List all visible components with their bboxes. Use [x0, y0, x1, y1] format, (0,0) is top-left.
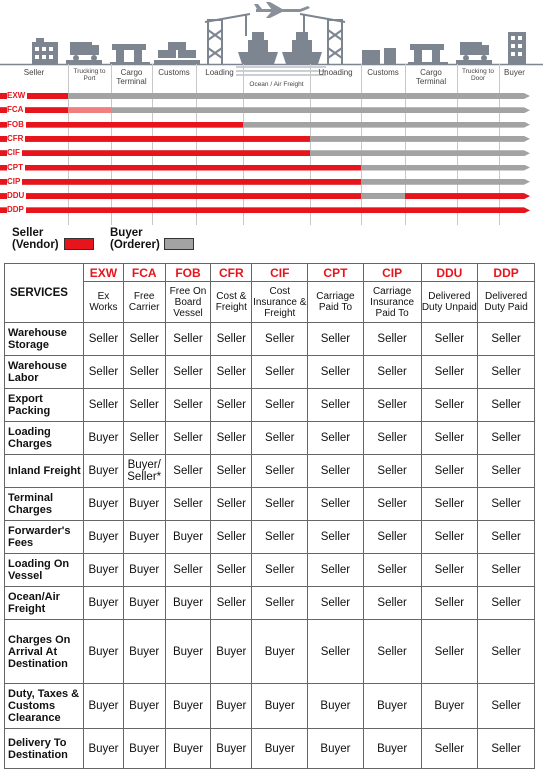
responsibility-cell: Seller [478, 684, 535, 729]
term-description: Delivered Duty Unpaid [421, 282, 478, 323]
responsibility-cell: Seller [252, 587, 308, 620]
table-row [5, 488, 535, 521]
track-label-ddu: DDU [7, 191, 25, 201]
responsibility-cell: Buyer [84, 455, 123, 488]
responsibility-cell: Seller [478, 389, 535, 422]
term-description: Carriage Insurance Paid To [363, 282, 421, 323]
responsibility-cell: Buyer [252, 684, 308, 729]
term-header: CFR [211, 264, 252, 282]
stage-divider [196, 64, 197, 225]
table-row [5, 587, 535, 620]
responsibility-cell: Seller [421, 554, 478, 587]
responsibility-cell: Buyer [363, 684, 421, 729]
responsibility-cell: Seller [211, 323, 252, 356]
term-header: DDP [478, 264, 535, 282]
legend-buyer-swatch [164, 238, 194, 250]
legend-seller-line1: Seller [12, 227, 44, 239]
track-label-ddp: DDP [7, 205, 24, 215]
responsibility-cell: Seller [165, 356, 210, 389]
track-cfr [0, 133, 530, 143]
responsibility-cell: Buyer [165, 729, 210, 769]
term-description: Cost & Freight [211, 282, 252, 323]
term-description: Delivered Duty Paid [478, 282, 535, 323]
responsibility-cell: Seller [308, 422, 364, 455]
table-row [5, 323, 535, 356]
services-table-body [5, 323, 535, 769]
responsibility-cell: Seller [84, 356, 123, 389]
stage-label-trucking-door: Trucking to Door [462, 68, 494, 82]
responsibility-cell: Seller [252, 521, 308, 554]
responsibility-cell: Seller [211, 389, 252, 422]
service-name: Delivery To Destination [5, 729, 84, 769]
track-cpt [0, 162, 530, 172]
table-row [5, 554, 535, 587]
table-row [5, 684, 535, 729]
responsibility-cell: Seller [478, 620, 535, 684]
legend-buyer-label [110, 227, 160, 251]
cargo-terminal-icon [110, 44, 150, 65]
term-header: CIP [363, 264, 421, 282]
seller-bar [0, 193, 530, 199]
responsibility-cell: Seller [478, 356, 535, 389]
responsibility-cell: Buyer [84, 521, 123, 554]
responsibility-cell: Buyer [123, 488, 165, 521]
stage-divider [310, 64, 311, 225]
service-name: Export Packing [5, 389, 84, 422]
track-label-fca: FCA [7, 105, 24, 115]
responsibility-cell: Seller [363, 620, 421, 684]
responsibility-cell: Seller [478, 455, 535, 488]
responsibility-cell: Seller [123, 422, 165, 455]
responsibility-cell: Seller [478, 488, 535, 521]
service-name: Charges On Arrival At Destination [5, 620, 84, 684]
responsibility-cell: Seller [363, 521, 421, 554]
responsibility-cell: Buyer [84, 587, 123, 620]
buyer-building-icon [508, 32, 526, 64]
seller-bar [0, 162, 361, 172]
track-exw [0, 93, 530, 99]
track-fob [0, 119, 530, 129]
responsibility-cell: Seller [252, 323, 308, 356]
incoterms-flow-diagram [0, 0, 543, 262]
stage-divider [361, 64, 362, 225]
responsibility-cell: Seller [165, 422, 210, 455]
track-label-cfr: CFR [7, 133, 24, 143]
responsibility-cell: Buyer [84, 620, 123, 684]
track-ddu [0, 193, 530, 199]
term-header: CIF [252, 264, 308, 282]
table-row [5, 422, 535, 455]
stage-label-loading: Loading [205, 68, 234, 77]
responsibility-cell: Seller [478, 554, 535, 587]
responsibility-cell: Buyer [165, 587, 210, 620]
stage-divider [68, 64, 69, 225]
responsibility-cell: Buyer [165, 521, 210, 554]
responsibility-cell: Seller [123, 323, 165, 356]
responsibility-cell: Seller [252, 455, 308, 488]
service-name: Loading On Vessel [5, 554, 84, 587]
airplane-icon [254, 2, 310, 18]
stage-divider [457, 64, 458, 225]
responsibility-cell: Buyer [308, 684, 364, 729]
responsibility-cell: Seller [211, 356, 252, 389]
seller-warehouse-icon [32, 38, 58, 64]
cargo-ship-icon [238, 32, 278, 64]
stage-label-buyer: Buyer [504, 68, 525, 77]
buyer-segment-bar [361, 193, 405, 199]
responsibility-cell: Buyer [123, 729, 165, 769]
term-description: Ex Works [84, 282, 123, 323]
responsibility-cell: Seller [478, 323, 535, 356]
stage-label-unloading: Unoading [318, 68, 353, 77]
table-row [5, 521, 535, 554]
responsibility-cell: Seller [123, 356, 165, 389]
responsibility-cell: Seller [308, 521, 364, 554]
responsibility-cell: Buyer [252, 729, 308, 769]
responsibility-cell: Seller [478, 422, 535, 455]
seller-bar [0, 133, 310, 143]
legend-seller-line2: (Vendor) [12, 239, 59, 251]
responsibility-cell: Seller [252, 488, 308, 521]
responsibility-cell: Seller [421, 729, 478, 769]
cargo-terminal-icon [408, 44, 448, 65]
responsibility-cell: Buyer [84, 684, 123, 729]
responsibility-cell: Seller [421, 356, 478, 389]
responsibility-cell: Seller [308, 455, 364, 488]
responsibility-cell: Seller [478, 521, 535, 554]
responsibility-cell: Buyer [84, 488, 123, 521]
responsibility-cell: Seller [363, 422, 421, 455]
responsibility-cell: Seller [421, 389, 478, 422]
stage-label-cargo-terminal-1: Cargo Terminal [116, 68, 147, 86]
responsibility-cell: Seller [165, 389, 210, 422]
track-label-cpt: CPT [7, 162, 23, 172]
responsibility-cell: Seller [252, 422, 308, 455]
responsibility-cell: Buyer [123, 554, 165, 587]
table-row [5, 455, 535, 488]
table-header-terms-row [5, 264, 535, 282]
responsibility-cell: Seller [363, 389, 421, 422]
table-row [5, 620, 535, 684]
service-name: Warehouse Labor [5, 356, 84, 389]
table-row [5, 389, 535, 422]
legend-seller-swatch [64, 238, 94, 250]
responsibility-cell: Seller [421, 323, 478, 356]
table-header-descriptions-row [5, 282, 535, 323]
responsibility-cell: Buyer [211, 684, 252, 729]
track-label-cif: CIF [7, 148, 20, 158]
responsibility-cell: Seller [308, 356, 364, 389]
responsibility-cell: Seller [363, 587, 421, 620]
service-name: Ocean/Air Freight [5, 587, 84, 620]
services-header: SERVICES [5, 264, 84, 323]
responsibility-cell: Seller [421, 455, 478, 488]
responsibility-cell: Seller [252, 356, 308, 389]
responsibility-cell: Seller [211, 587, 252, 620]
containers-icon [154, 42, 200, 64]
responsibility-cell: Buyer [123, 587, 165, 620]
term-description: Cost Insurance & Freight [252, 282, 308, 323]
responsibility-cell: Buyer [84, 422, 123, 455]
responsibility-cell: Seller [211, 422, 252, 455]
stage-label-customs-1: Customs [158, 68, 190, 77]
term-header: FOB [165, 264, 210, 282]
seller-bar [0, 119, 243, 129]
truck-icon [456, 42, 492, 64]
responsibility-cell: Buyer [211, 620, 252, 684]
stage-label-cargo-terminal-2: Cargo Terminal [415, 68, 447, 86]
responsibility-cell: Seller [211, 521, 252, 554]
track-ddp [0, 207, 530, 213]
responsibility-cell: Buyer [421, 684, 478, 729]
responsibility-cell: Seller [84, 323, 123, 356]
responsibility-cell: Buyer/ Seller* [123, 455, 165, 488]
seller-bar [0, 176, 361, 186]
responsibility-cell: Buyer [123, 521, 165, 554]
responsibility-cell: Seller [308, 323, 364, 356]
responsibility-cell: Seller [252, 389, 308, 422]
stage-label-ocean-air: Ocean / Air Freight [249, 81, 304, 88]
responsibility-cell: Buyer [123, 684, 165, 729]
service-name: Duty, Taxes & Customs Clearance [5, 684, 84, 729]
stage-divider [243, 64, 244, 225]
term-header: EXW [84, 264, 123, 282]
stage-label-trucking-port: Trucking to Port [73, 68, 106, 82]
responsibility-cell: Buyer [165, 620, 210, 684]
track-label-fob: FOB [7, 119, 24, 129]
responsibility-cell: Seller [421, 521, 478, 554]
truck-icon [66, 42, 102, 64]
services-responsibility-table [4, 263, 535, 769]
term-header: DDU [421, 264, 478, 282]
service-name: Terminal Charges [5, 488, 84, 521]
responsibility-cell: Seller [363, 356, 421, 389]
responsibility-cell: Seller [308, 554, 364, 587]
responsibility-cell: Seller [363, 455, 421, 488]
responsibility-cell: Seller [421, 422, 478, 455]
responsibility-cell: Seller [421, 587, 478, 620]
responsibility-cell: Seller [84, 389, 123, 422]
responsibility-cell: Seller [165, 455, 210, 488]
responsibility-cell: Buyer [211, 729, 252, 769]
term-description: Free Carrier [123, 282, 165, 323]
responsibility-cell: Seller [123, 389, 165, 422]
term-header: FCA [123, 264, 165, 282]
responsibility-cell: Seller [478, 587, 535, 620]
responsibility-cell: Seller [165, 323, 210, 356]
legend-seller-label [12, 227, 59, 251]
track-fca [0, 107, 530, 113]
responsibility-cell: Buyer [252, 620, 308, 684]
service-name: Inland Freight [5, 455, 84, 488]
responsibility-cell: Seller [308, 587, 364, 620]
legend-buyer-line1: Buyer [110, 227, 143, 239]
responsibility-cell: Buyer [123, 620, 165, 684]
responsibility-cell: Buyer [363, 729, 421, 769]
responsibility-cell: Seller [421, 488, 478, 521]
stage-label-customs-2: Customs [367, 68, 399, 77]
stage-divider [152, 64, 153, 225]
service-name: Loading Charges [5, 422, 84, 455]
responsibility-cell: Buyer [84, 554, 123, 587]
cargo-ship-icon [282, 32, 322, 64]
responsibility-cell: Buyer [308, 729, 364, 769]
responsibility-cell: Seller [478, 729, 535, 769]
responsibility-cell: Seller [363, 488, 421, 521]
responsibility-cell: Seller [308, 620, 364, 684]
stage-divider [405, 64, 406, 225]
legend-buyer-line2: (Orderer) [110, 239, 160, 251]
responsibility-cell: Seller [308, 488, 364, 521]
responsibility-cell: Seller [211, 488, 252, 521]
seller-bar [0, 207, 530, 213]
seller-bar [0, 150, 310, 156]
term-description: Free On Board Vessel [165, 282, 210, 323]
responsibility-cell: Seller [421, 620, 478, 684]
responsibility-cell: Seller [363, 554, 421, 587]
responsibility-cell: Buyer [84, 729, 123, 769]
service-name: Forwarder's Fees [5, 521, 84, 554]
track-label-exw: EXW [7, 91, 26, 100]
stage-divider [111, 64, 112, 225]
service-name: Warehouse Storage [5, 323, 84, 356]
track-cip [0, 176, 530, 186]
table-row [5, 356, 535, 389]
responsibility-cell: Seller [165, 554, 210, 587]
stage-divider [499, 64, 500, 225]
responsibility-cell: Seller [165, 488, 210, 521]
term-header: CPT [308, 264, 364, 282]
responsibility-cell: Seller [252, 554, 308, 587]
customs-icon [362, 48, 396, 64]
responsibility-cell: Buyer [165, 684, 210, 729]
term-description: Carriage Paid To [308, 282, 364, 323]
responsibility-cell: Seller [308, 389, 364, 422]
track-cif [0, 150, 530, 156]
stage-label-seller: Seller [23, 68, 45, 77]
shared-cost-bar [68, 107, 111, 113]
responsibility-cell: Seller [211, 554, 252, 587]
track-label-cip: CIP [7, 176, 21, 186]
responsibility-cell: Seller [363, 323, 421, 356]
responsibility-cell: Seller [211, 455, 252, 488]
